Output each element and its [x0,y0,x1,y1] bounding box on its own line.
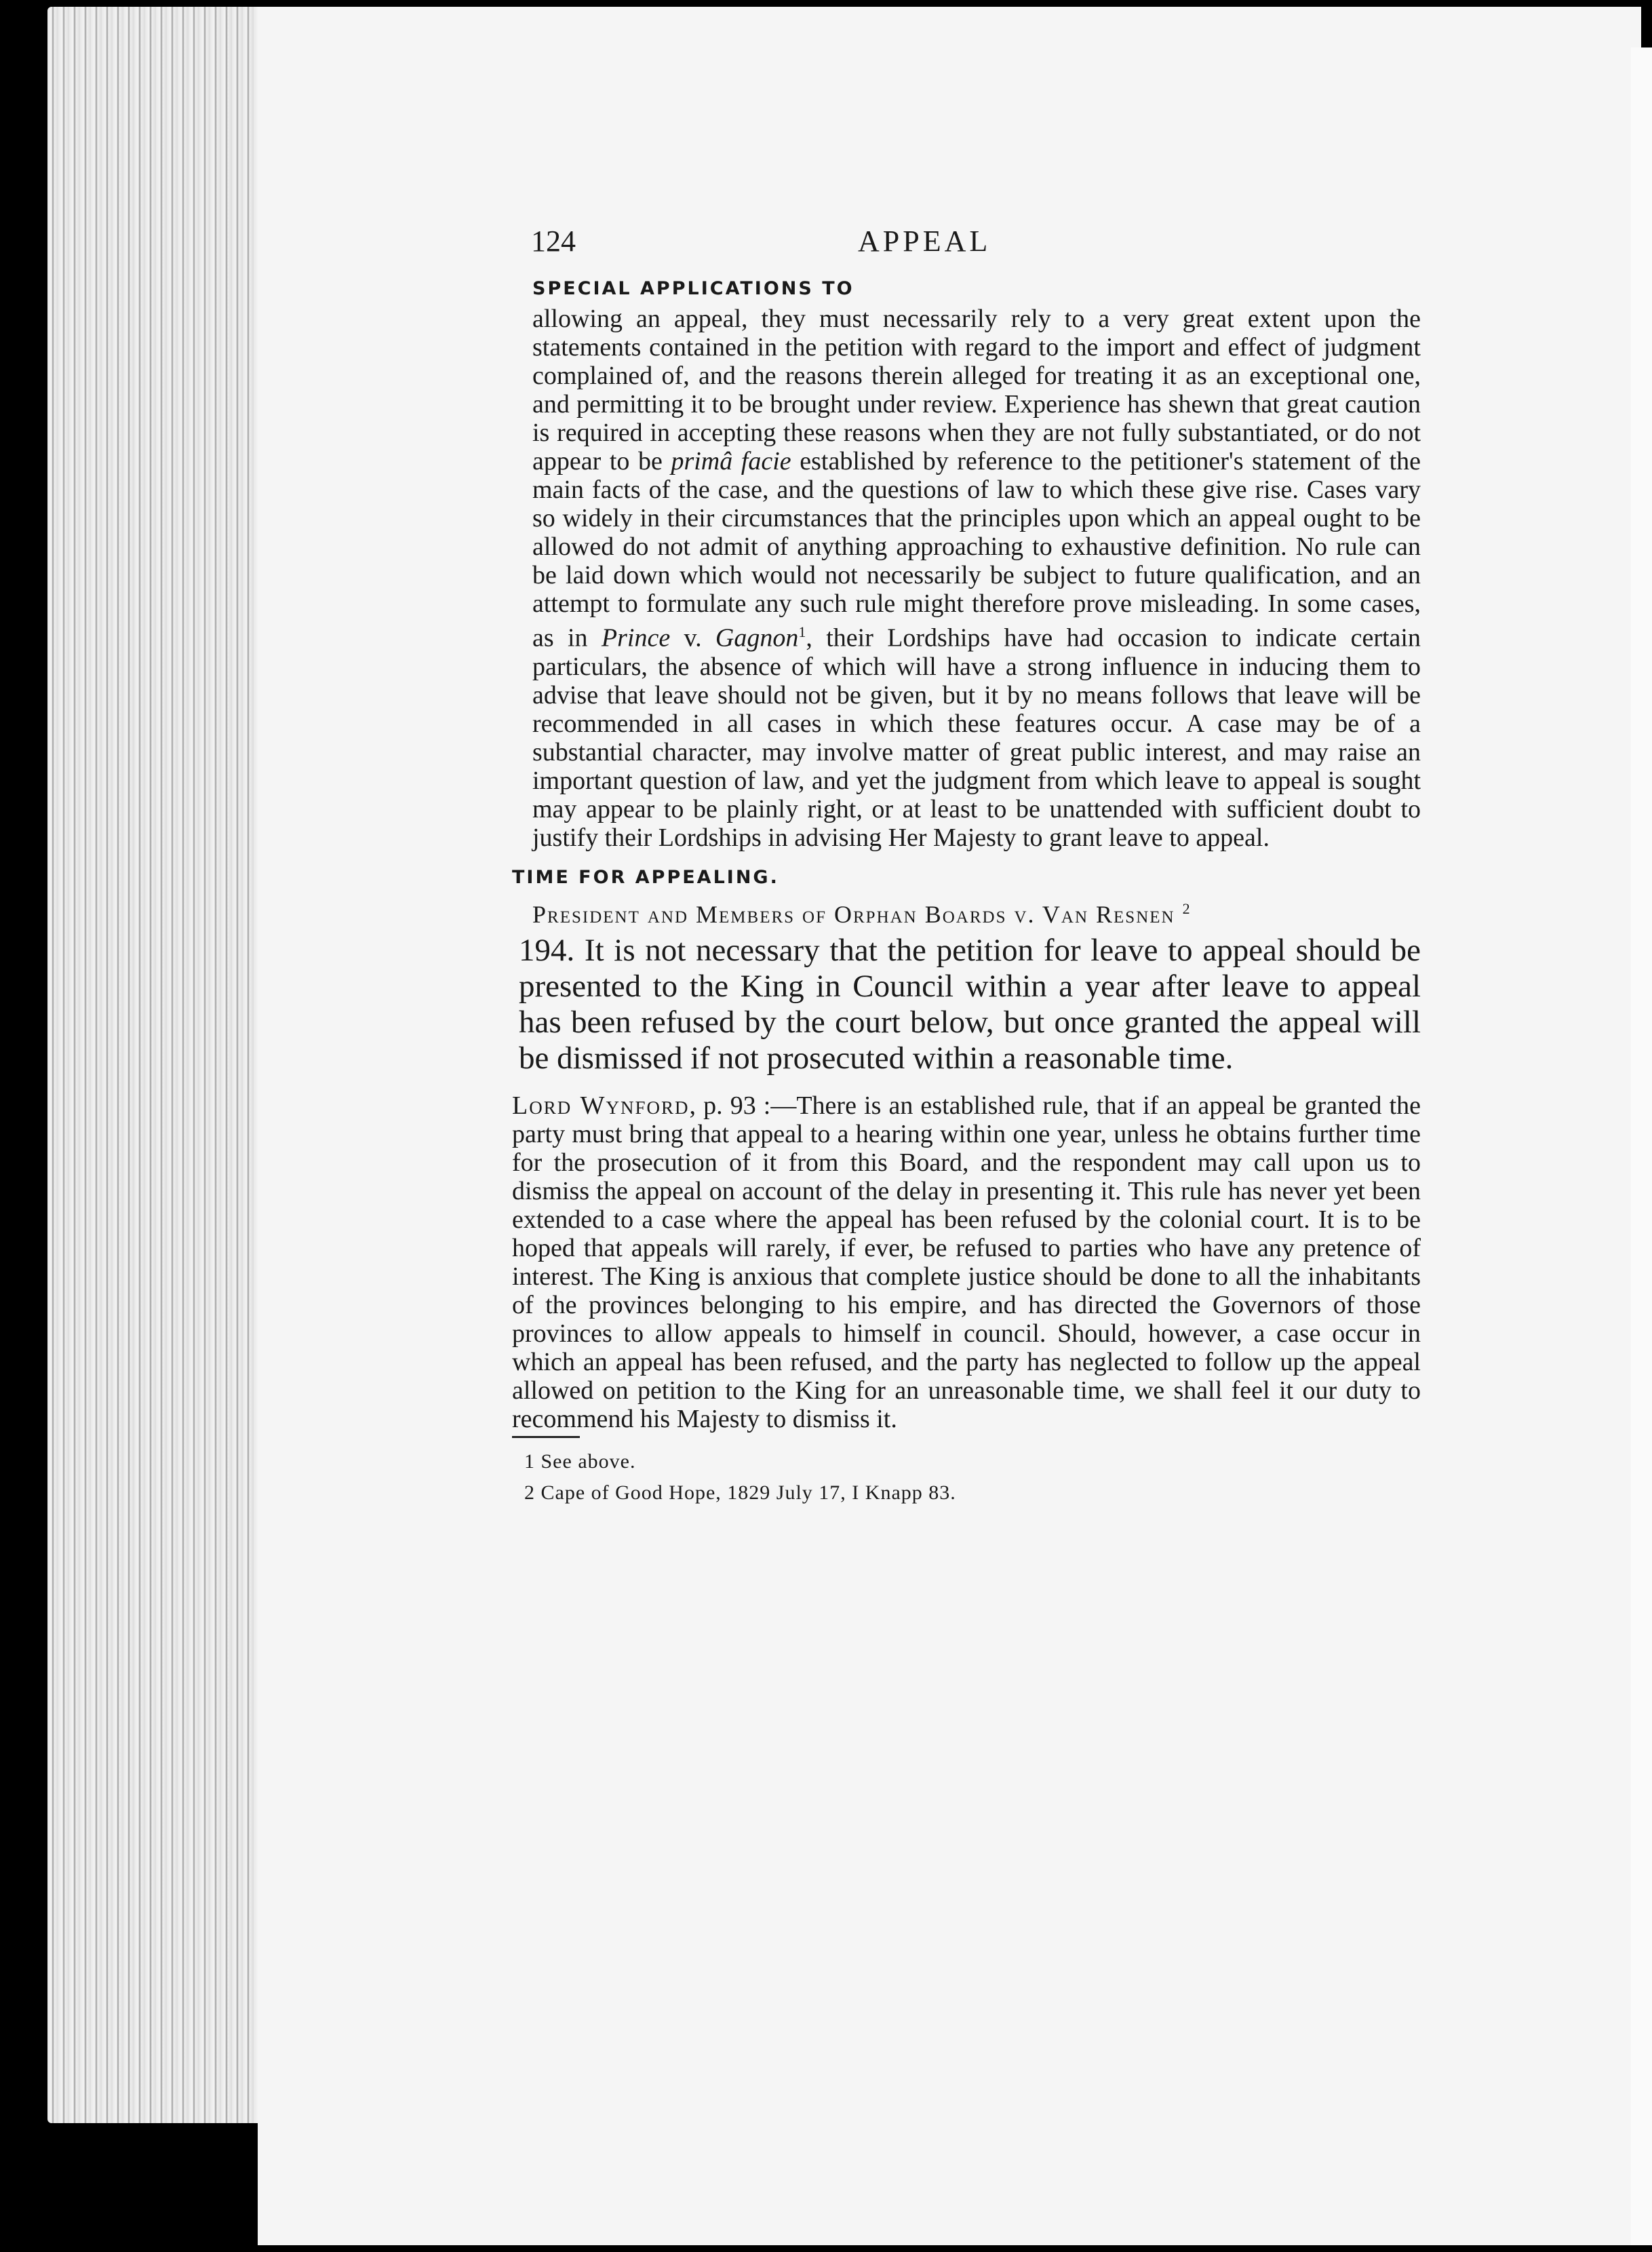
footnote-divider [512,1436,580,1438]
facing-page-edge [1631,47,1652,2245]
footnote-1: 1 See above. [524,1450,636,1473]
quotation-lord-wynford: Lord Wynford, p. 93 :—There is an established rule, that if an appeal be granted the party must bring that appeal to a hearing within one year, unless he obtains further time for the prosecution of it from this Board, and the respondent may call upon us to dismiss the appeal on account of the delay in presenting it. This rule has never yet been extended to a case where the appeal has been refused by the colonial court. It is to be hoped that appeals will rarely, if ever, be refused to parties who have any pretence of interest. The King is anxious that complete justice should be done to all the inhabitants of the provinces belonging to his empire, and has directed the Governors of those provinces to allow appeals to himself in council. Should, however, a case occur in which an appeal has been refused, and the party has neglected to follow up the appeal allowed on petition to the King for an unreasonable time, we shall feel it our duty to recommend his Majesty to dismiss it. [512,1091,1421,1433]
footnote-ref-1: 1 [798,623,806,640]
paragraph-special-applications: allowing an appeal, they must necessarily rely to a very great extent upon the statements contained in the petition with regard to the import and effect of judgment complained of, and the reasons therein alleged for treating it as an exceptional one, and permitting it to be brought under review. Experience has shewn that great caution is required in accepting these reasons when they are not fully substantiated, or do not appear to be primâ facie established by reference to the petitioner's statement of the main facts of the case, and the questions of law to which these give rise. Cases vary so widely in their circumstances that the principles upon which an appeal ought to be allowed do not admit of anything approaching to exhaustive definition. No rule can be laid down which would not necessarily be subject to future qualification, and an attempt to formulate any such rule might therefore prove misleading. In some cases, as in Prince v. Gagnon$^1$, their Lordships have had occasion to indicate certain particulars, the absence of which will have a strong influence in inducing them to advise that leave should not be given, but it by no means follows that leave will be recommended in all cases in which these features occur. A case may be of a substantial character, may involve matter of great public interest, and may raise an important question of law, and yet the judgment from which leave to appeal is sought may appear to be plainly right, or at least to be unattended with sufficient doubt to justify their Lordships in advising Her Majesty to grant leave to appeal. [532,305,1421,852]
rule-text: It is not necessary that the petition for leave to appeal should be presented to the King in Council within a year after leave to appeal has been refused by the court below, but once granted the appeal will be dismissed if not prosecuted within a reasonable time. [519,932,1421,1076]
section-heading-time-for-appealing: TIME FOR APPEALING. [512,866,779,888]
footnote-ref-2: 2 [1182,899,1192,917]
running-head [512,224,1421,278]
speaker-name: Lord Wynford [512,1091,690,1120]
page-stack-edges [47,7,271,2123]
case-title: President and Members of Orphan Boards v. Van Resnen $^2$ [532,899,1192,928]
latin-term: primâ facie [671,447,791,475]
rule-194 [519,933,1421,1076]
section-heading-special-applications: SPECIAL APPLICATIONS TO [532,278,854,299]
running-title: APPEAL [858,225,991,258]
case-name-prince: Prince [601,623,671,653]
page-content [512,224,1421,1509]
page-number: 124 [531,225,576,258]
footnote-2: 2 Cape of Good Hope, 1829 July 17, I Knapp 83. [524,1481,956,1504]
case-name-gagnon: Gagnon [715,623,799,653]
rule-number: 194. [519,932,575,968]
